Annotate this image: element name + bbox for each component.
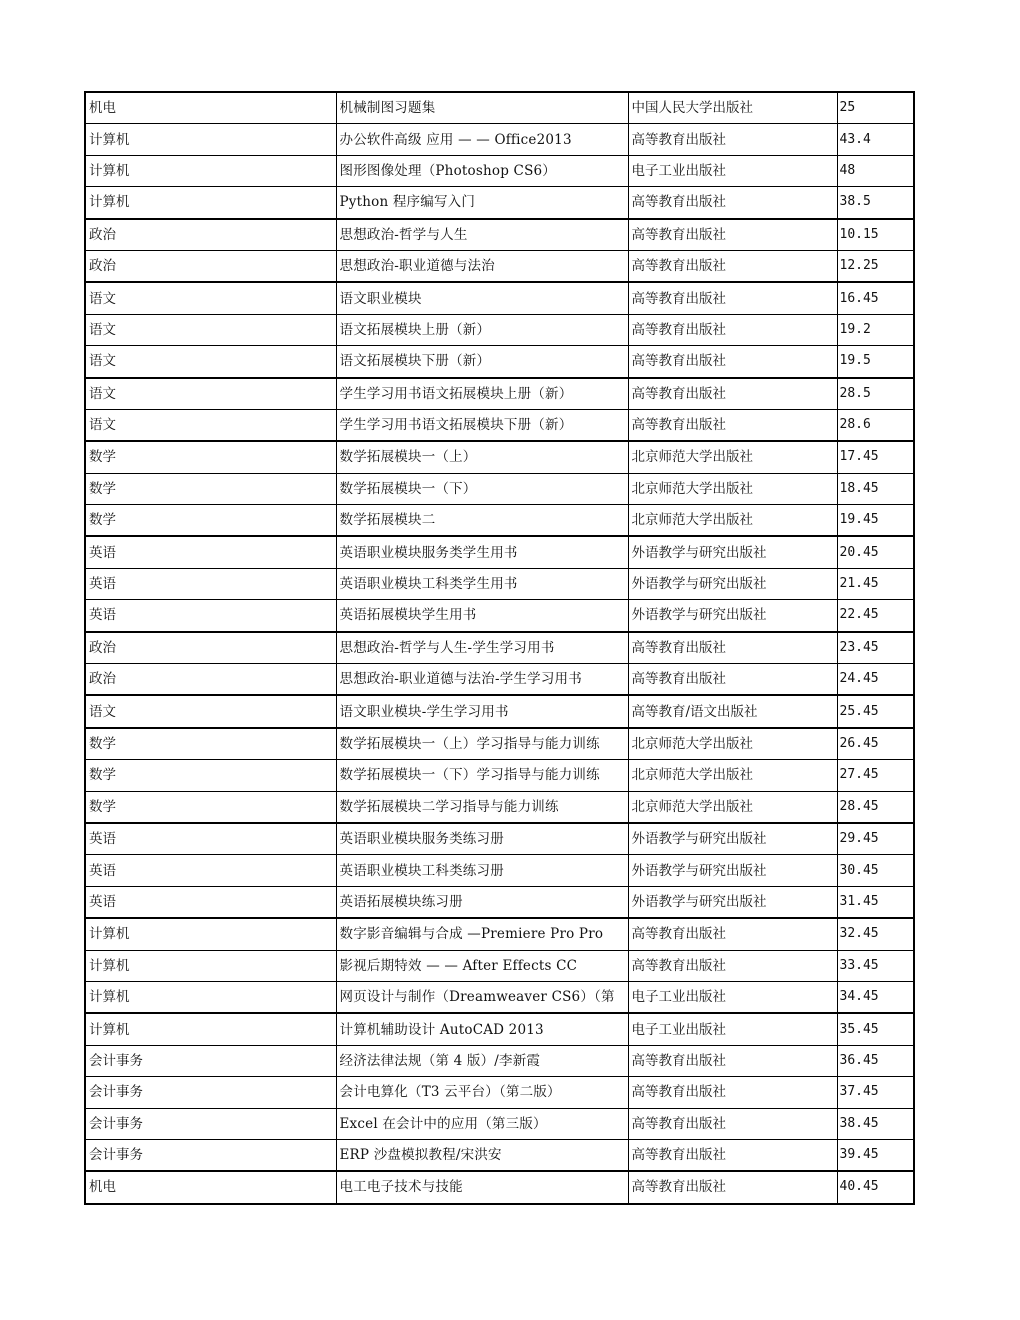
publisher-cell: 高等教育出版社 [628, 918, 837, 950]
price-cell: 25.45 [837, 695, 914, 727]
category-cell: 语文 [85, 378, 336, 410]
category-cell: 英语 [85, 536, 336, 568]
title-cell: Python 程序编写入门 [336, 187, 628, 219]
publisher-cell: 高等教育出版社 [628, 664, 837, 696]
price-cell: 39.45 [837, 1139, 914, 1171]
price-cell: 32.45 [837, 918, 914, 950]
table-row [85, 1013, 914, 1045]
category-cell: 政治 [85, 219, 336, 251]
table-row [85, 1077, 914, 1108]
category-cell: 计算机 [85, 187, 336, 219]
table-row [85, 791, 914, 823]
price-cell: 19.5 [837, 346, 914, 378]
title-cell: 英语职业模块服务类练习册 [336, 823, 628, 855]
table-row [85, 664, 914, 696]
publisher-cell: 北京师范大学出版社 [628, 441, 837, 473]
title-cell: 数学拓展模块二学习指导与能力训练 [336, 791, 628, 823]
category-cell: 会计事务 [85, 1077, 336, 1108]
title-cell: 英语职业模块工科类学生用书 [336, 568, 628, 599]
table-row [85, 250, 914, 282]
category-cell: 数学 [85, 505, 336, 537]
publisher-cell: 外语教学与研究出版社 [628, 568, 837, 599]
publisher-cell: 高等教育出版社 [628, 950, 837, 981]
category-cell: 语文 [85, 314, 336, 345]
price-cell: 18.45 [837, 473, 914, 504]
publisher-cell: 高等教育出版社 [628, 282, 837, 314]
table-row [85, 600, 914, 632]
title-cell: 数学拓展模块一（下） [336, 473, 628, 504]
table-row [85, 823, 914, 855]
price-cell: 19.45 [837, 505, 914, 537]
category-cell: 计算机 [85, 918, 336, 950]
price-cell: 38.5 [837, 187, 914, 219]
price-cell: 37.45 [837, 1077, 914, 1108]
table-row [85, 282, 914, 314]
table-row [85, 1171, 914, 1203]
category-cell: 计算机 [85, 155, 336, 186]
price-cell: 28.45 [837, 791, 914, 823]
table-row [85, 728, 914, 760]
price-cell: 26.45 [837, 728, 914, 760]
title-cell: 数学拓展模块一（上）学习指导与能力训练 [336, 728, 628, 760]
table-row [85, 314, 914, 345]
publisher-cell: 高等教育/语文出版社 [628, 695, 837, 727]
category-cell: 数学 [85, 473, 336, 504]
table-body [85, 92, 914, 1204]
category-cell: 政治 [85, 664, 336, 696]
table-row [85, 219, 914, 251]
table-row [85, 855, 914, 886]
publisher-cell: 外语教学与研究出版社 [628, 536, 837, 568]
table-row [85, 409, 914, 441]
publisher-cell: 电子工业出版社 [628, 155, 837, 186]
category-cell: 语文 [85, 346, 336, 378]
price-cell: 27.45 [837, 760, 914, 791]
table-row [85, 695, 914, 727]
title-cell: 会计电算化（T3 云平台）（第二版） [336, 1077, 628, 1108]
price-cell: 30.45 [837, 855, 914, 886]
publisher-cell: 高等教育出版社 [628, 346, 837, 378]
title-cell: 数学拓展模块一（上） [336, 441, 628, 473]
title-cell: 数学拓展模块二 [336, 505, 628, 537]
price-cell: 20.45 [837, 536, 914, 568]
price-cell: 36.45 [837, 1045, 914, 1076]
publisher-cell: 北京师范大学出版社 [628, 505, 837, 537]
publisher-cell: 高等教育出版社 [628, 314, 837, 345]
table-row [85, 1108, 914, 1139]
title-cell: 影视后期特效 — — After Effects CC [336, 950, 628, 981]
table-row [85, 918, 914, 950]
price-cell: 28.5 [837, 378, 914, 410]
table-row [85, 632, 914, 664]
category-cell: 计算机 [85, 950, 336, 981]
category-cell: 机电 [85, 92, 336, 124]
publisher-cell: 高等教育出版社 [628, 187, 837, 219]
publisher-cell: 北京师范大学出版社 [628, 728, 837, 760]
publisher-cell: 外语教学与研究出版社 [628, 886, 837, 918]
price-cell: 10.15 [837, 219, 914, 251]
title-cell: 语文拓展模块上册（新） [336, 314, 628, 345]
category-cell: 计算机 [85, 981, 336, 1013]
title-cell: 语文拓展模块下册（新） [336, 346, 628, 378]
publisher-cell: 高等教育出版社 [628, 219, 837, 251]
publisher-cell: 北京师范大学出版社 [628, 791, 837, 823]
publisher-cell: 中国人民大学出版社 [628, 92, 837, 124]
title-cell: 图形图像处理（Photoshop CS6） [336, 155, 628, 186]
publisher-cell: 高等教育出版社 [628, 632, 837, 664]
title-cell: 经济法律法规（第 4 版）/李新霞 [336, 1045, 628, 1076]
title-cell: 办公软件高级 应用 — — Office2013 [336, 124, 628, 155]
category-cell: 英语 [85, 823, 336, 855]
category-cell: 英语 [85, 886, 336, 918]
publisher-cell: 外语教学与研究出版社 [628, 600, 837, 632]
category-cell: 数学 [85, 760, 336, 791]
price-cell: 35.45 [837, 1013, 914, 1045]
table-row [85, 760, 914, 791]
category-cell: 英语 [85, 568, 336, 599]
table-row [85, 536, 914, 568]
publisher-cell: 高等教育出版社 [628, 1108, 837, 1139]
table-row [85, 886, 914, 918]
title-cell: 英语拓展模块学生用书 [336, 600, 628, 632]
category-cell: 计算机 [85, 124, 336, 155]
price-cell: 28.6 [837, 409, 914, 441]
category-cell: 机电 [85, 1171, 336, 1203]
publisher-cell: 高等教育出版社 [628, 124, 837, 155]
title-cell: 英语职业模块工科类练习册 [336, 855, 628, 886]
price-cell: 38.45 [837, 1108, 914, 1139]
table-row [85, 1045, 914, 1076]
price-cell: 29.45 [837, 823, 914, 855]
publisher-cell: 外语教学与研究出版社 [628, 823, 837, 855]
title-cell: 数字影音编辑与合成 —Premiere Pro Pro [336, 918, 628, 950]
price-cell: 31.45 [837, 886, 914, 918]
category-cell: 英语 [85, 600, 336, 632]
publisher-cell: 高等教育出版社 [628, 1171, 837, 1203]
table-row [85, 950, 914, 981]
title-cell: 学生学习用书语文拓展模块下册（新） [336, 409, 628, 441]
table-row [85, 346, 914, 378]
table-row [85, 505, 914, 537]
price-cell: 22.45 [837, 600, 914, 632]
publisher-cell: 高等教育出版社 [628, 1077, 837, 1108]
publisher-cell: 高等教育出版社 [628, 378, 837, 410]
title-cell: 网页设计与制作（Dreamweaver CS6）（第 [336, 981, 628, 1013]
category-cell: 语文 [85, 282, 336, 314]
table-row [85, 124, 914, 155]
table-row [85, 378, 914, 410]
category-cell: 数学 [85, 441, 336, 473]
title-cell: 思想政治-哲学与人生 [336, 219, 628, 251]
price-cell: 25 [837, 92, 914, 124]
publisher-cell: 高等教育出版社 [628, 1139, 837, 1171]
category-cell: 数学 [85, 728, 336, 760]
price-cell: 40.45 [837, 1171, 914, 1203]
table-row [85, 568, 914, 599]
table-row [85, 441, 914, 473]
price-cell: 23.45 [837, 632, 914, 664]
publisher-cell: 外语教学与研究出版社 [628, 855, 837, 886]
publisher-cell: 电子工业出版社 [628, 981, 837, 1013]
price-cell: 19.2 [837, 314, 914, 345]
price-cell: 48 [837, 155, 914, 186]
category-cell: 政治 [85, 632, 336, 664]
publisher-cell: 高等教育出版社 [628, 250, 837, 282]
publisher-cell: 高等教育出版社 [628, 409, 837, 441]
category-cell: 语文 [85, 409, 336, 441]
price-cell: 24.45 [837, 664, 914, 696]
category-cell: 政治 [85, 250, 336, 282]
table-row [85, 1139, 914, 1171]
title-cell: Excel 在会计中的应用（第三版） [336, 1108, 628, 1139]
category-cell: 会计事务 [85, 1108, 336, 1139]
title-cell: 计算机辅助设计 AutoCAD 2013 [336, 1013, 628, 1045]
title-cell: 语文职业模块 [336, 282, 628, 314]
publisher-cell: 高等教育出版社 [628, 1045, 837, 1076]
title-cell: 学生学习用书语文拓展模块上册（新） [336, 378, 628, 410]
publisher-cell: 北京师范大学出版社 [628, 760, 837, 791]
table-row [85, 187, 914, 219]
title-cell: 数学拓展模块一（下）学习指导与能力训练 [336, 760, 628, 791]
price-cell: 33.45 [837, 950, 914, 981]
price-cell: 34.45 [837, 981, 914, 1013]
price-cell: 43.4 [837, 124, 914, 155]
category-cell: 计算机 [85, 1013, 336, 1045]
price-cell: 12.25 [837, 250, 914, 282]
title-cell: 思想政治-职业道德与法治 [336, 250, 628, 282]
title-cell: ERP 沙盘模拟教程/宋洪安 [336, 1139, 628, 1171]
title-cell: 语文职业模块-学生学习用书 [336, 695, 628, 727]
category-cell: 英语 [85, 855, 336, 886]
table-row [85, 92, 914, 124]
title-cell: 英语拓展模块练习册 [336, 886, 628, 918]
price-cell: 17.45 [837, 441, 914, 473]
title-cell: 思想政治-哲学与人生-学生学习用书 [336, 632, 628, 664]
title-cell: 电工电子技术与技能 [336, 1171, 628, 1203]
title-cell: 机械制图习题集 [336, 92, 628, 124]
category-cell: 会计事务 [85, 1139, 336, 1171]
table-row [85, 155, 914, 186]
price-cell: 16.45 [837, 282, 914, 314]
title-cell: 英语职业模块服务类学生用书 [336, 536, 628, 568]
category-cell: 数学 [85, 791, 336, 823]
publisher-cell: 电子工业出版社 [628, 1013, 837, 1045]
table-row [85, 473, 914, 504]
price-cell: 21.45 [837, 568, 914, 599]
table-row [85, 981, 914, 1013]
category-cell: 会计事务 [85, 1045, 336, 1076]
textbook-table [84, 91, 915, 1205]
category-cell: 语文 [85, 695, 336, 727]
publisher-cell: 北京师范大学出版社 [628, 473, 837, 504]
title-cell: 思想政治-职业道德与法治-学生学习用书 [336, 664, 628, 696]
